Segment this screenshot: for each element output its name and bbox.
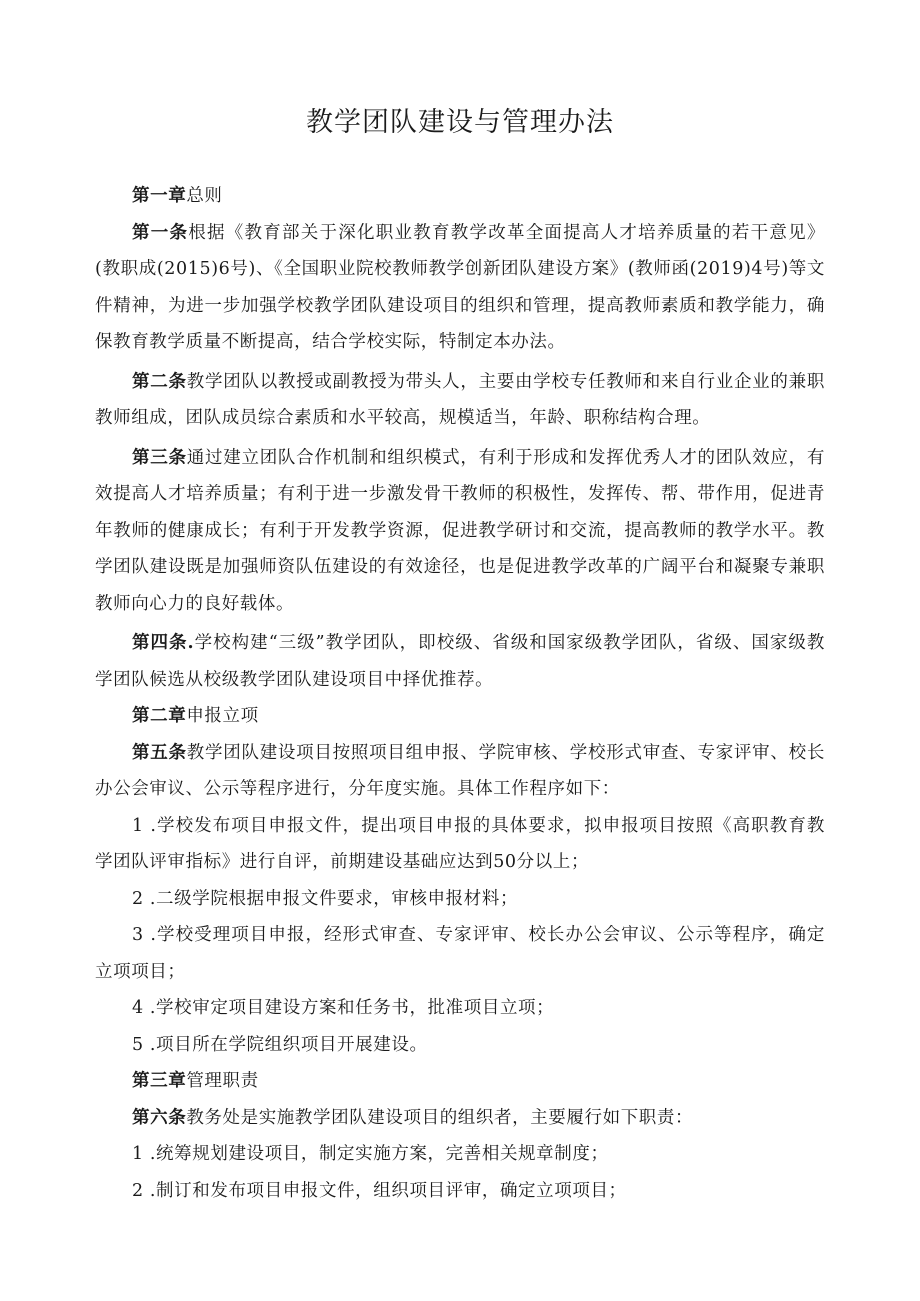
article-3: 第三条通过建立团队合作机制和组织模式，有利于形成和发挥优秀人才的团队效应，有效提高人才培养质量；有利于进一步激发骨干教师的积极性，发挥传、帮、带作用，促进青年教师的健康成长；有利于开发教学资源，促进教学研讨和交流，提高教师的教学水平。教学团队建设既是加强师资队伍建设的有效途径，也是促进教学改革的广阔平台和凝聚专兼职教师向心力的良好载体。 [95, 447, 825, 614]
chapter-3-heading: 第三章管理职责 [132, 1071, 259, 1091]
procedure-step-3: 3 .学校受理项目申报，经形式审查、专家评审、校长办公会审议、公示等程序，确定立项项目； [95, 925, 825, 982]
article-1: 第一条根据《教育部关于深化职业教育教学改革全面提高人才培养质量的若干意见》(教职成(2015)6号)、《全国职业院校教师教学创新团队建设方案》(教师函(2019)4号)等文件精神，为进一步加强学校教学团队建设项目的组织和管理，提高教师素质和教学能力，确保教育教学质量不断提高，结合学校实际，特制定本办法。 [95, 222, 825, 352]
chapter-1-heading: 第一章总则 [132, 186, 223, 206]
article-5: 第五条教学团队建设项目按照项目组申报、学院审核、学校形式审查、专家评审、校长办公会审议、公示等程序进行，分年度实施。具体工作程序如下： [95, 742, 825, 799]
document-body [95, 178, 825, 1209]
procedure-step-4: 4 .学校审定项目建设方案和任务书，批准项目立项； [132, 998, 555, 1018]
chapter-2-heading: 第二章申报立项 [132, 706, 259, 726]
document-title: 教学团队建设与管理办法 [306, 107, 614, 138]
procedure-step-5: 5 .项目所在学院组织项目开展建设。 [132, 1034, 428, 1055]
article-4: 第四条.学校构建“三级”教学团队，即校级、省级和国家级教学团队，省级、国家级教学团队候选从校级教学团队建设项目中择优推荐。 [95, 633, 826, 690]
procedure-step-2: 2 .二级学院根据申报文件要求，审核申报材料； [132, 888, 519, 909]
duty-item-1: 1 .统筹规划建设项目，制定实施方案，完善相关规章制度； [132, 1144, 609, 1164]
article-6: 第六条教务处是实施教学团队建设项目的组织者，主要履行如下职责： [132, 1107, 694, 1128]
procedure-step-1: 1 .学校发布项目申报文件，提出项目申报的具体要求，拟申报项目按照《高职教育教学团队评审指标》进行自评，前期建设基础应达到50分以上； [95, 815, 825, 872]
duty-item-2: 2 .制订和发布项目申报文件，组织项目评审，确定立项项目； [132, 1180, 627, 1201]
article-2: 第二条教学团队以教授或副教授为带头人，主要由学校专任教师和来自行业企业的兼职教师组成，团队成员综合素质和水平较高，规模适当，年龄、职称结构合理。 [95, 371, 825, 428]
